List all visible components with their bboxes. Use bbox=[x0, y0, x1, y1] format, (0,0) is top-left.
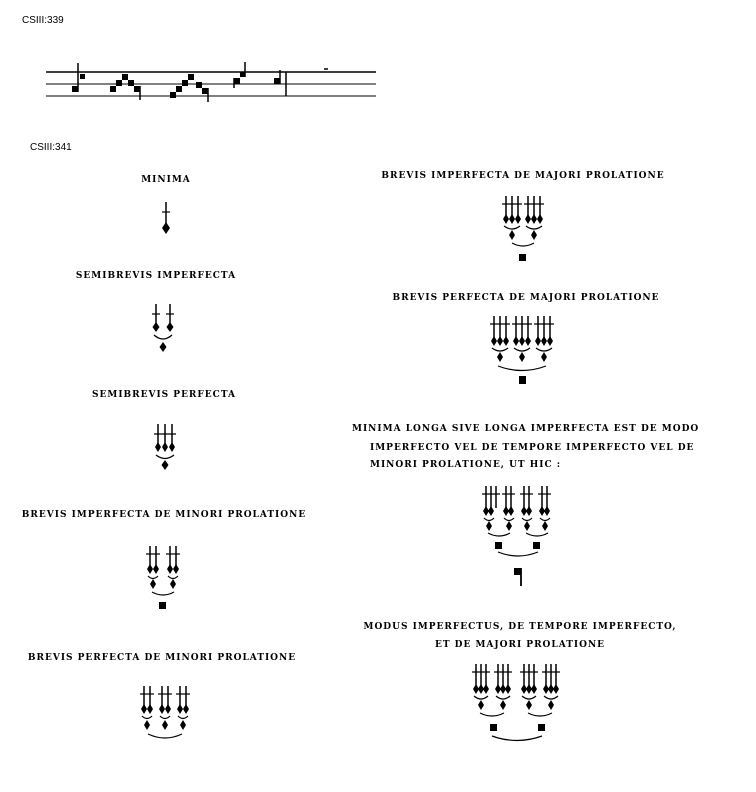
note-modus-imperfectus bbox=[468, 660, 580, 750]
caption-semibrevis-perfecta: SEMIBREVIS PERFECTA bbox=[91, 390, 237, 400]
note-semibrevis-imperfecta bbox=[146, 300, 180, 356]
caption-brevis-perfecta-majori: BREVIS PERFECTA DE MAJORI PROLATIONE bbox=[392, 293, 660, 303]
note-brevis-perfecta-minori bbox=[136, 680, 196, 750]
note-minima bbox=[156, 200, 176, 236]
caption-minima-longa-line-2: IMPERFECTO VEL DE TEMPORE IMPERFECTO VEL DE bbox=[370, 443, 695, 453]
note-brevis-imperfecta-majori bbox=[498, 192, 550, 266]
caption-minima: MINIMA bbox=[141, 175, 191, 185]
reference-csiii-341: CSIII:341 bbox=[30, 142, 72, 153]
caption-minima-longa-line-1: MINIMA LONGA SIVE LONGA IMPERFECTA EST DE MODO bbox=[352, 424, 700, 434]
reference-csiii-339: CSIII:339 bbox=[22, 15, 64, 26]
caption-semibrevis-imperfecta: SEMIBREVIS IMPERFECTA bbox=[75, 271, 237, 281]
caption-brevis-perfecta-minori: BREVIS PERFECTA DE MINORI PROLATIONE bbox=[27, 653, 297, 663]
caption-brevis-imperfecta-majori: BREVIS IMPERFECTA DE MAJORI PROLATIONE bbox=[381, 171, 665, 181]
note-minima-longa bbox=[478, 482, 568, 592]
caption-modus-line-2: ET DE MAJORI PROLATIONE bbox=[434, 640, 606, 650]
note-brevis-perfecta-majori bbox=[486, 312, 560, 388]
caption-modus-line-1: MODUS IMPERFECTUS, DE TEMPORE IMPERFECTO, bbox=[363, 622, 677, 632]
note-brevis-imperfecta-minori bbox=[142, 540, 188, 614]
note-semibrevis-perfecta bbox=[150, 420, 180, 472]
caption-brevis-imperfecta-minori: BREVIS IMPERFECTA DE MINORI PROLATIONE bbox=[21, 510, 307, 520]
staff-example bbox=[0, 0, 400, 110]
caption-minima-longa-line-3: MINORI PROLATIONE, UT HIC : bbox=[370, 460, 562, 470]
